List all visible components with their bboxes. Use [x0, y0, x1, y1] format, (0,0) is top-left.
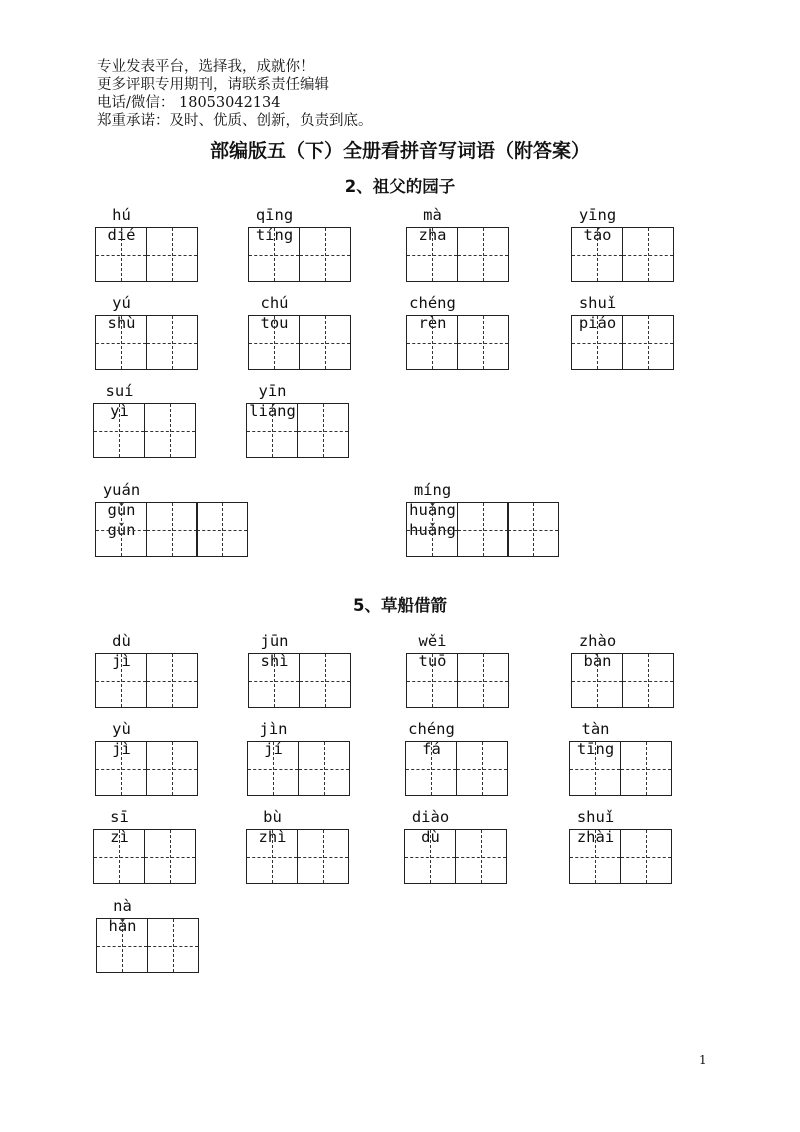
character-box[interactable] — [405, 741, 457, 796]
character-box[interactable] — [406, 227, 458, 282]
character-box[interactable] — [95, 315, 147, 370]
character-box[interactable] — [406, 653, 458, 708]
writing-boxes — [406, 315, 509, 370]
header-note-line: 更多评职专用期刊，请联系责任编辑 — [97, 77, 329, 93]
pinyin-syllable: qīng — [255, 206, 294, 224]
writing-boxes — [571, 315, 674, 370]
pinyin-syllable: yuán — [102, 481, 141, 499]
pinyin-syllable: nà — [113, 897, 132, 915]
pinyin-syllable: sī — [110, 808, 129, 826]
character-box[interactable] — [569, 829, 621, 884]
pinyin-syllable: dié — [107, 226, 136, 244]
pinyin-row — [571, 293, 624, 332]
pinyin-syllable: hú — [112, 206, 131, 224]
section-title: 2、祖父的园子 — [344, 177, 456, 196]
writing-boxes — [406, 502, 559, 557]
character-box[interactable] — [95, 227, 147, 282]
header-notes — [97, 58, 373, 130]
pinyin-syllable: shù — [107, 314, 136, 332]
character-box[interactable] — [144, 829, 196, 884]
section-title: 5、草船借箭 — [353, 596, 447, 615]
pinyin-row — [95, 205, 148, 244]
character-box[interactable] — [297, 403, 349, 458]
pinyin-syllable: wěi — [418, 632, 447, 650]
page-title: 部编版五（下）全册看拼音写词语（附答案） — [209, 140, 590, 162]
pinyin-row — [95, 719, 148, 758]
character-box[interactable] — [144, 403, 196, 458]
writing-boxes — [406, 227, 509, 282]
writing-boxes — [93, 829, 196, 884]
writing-boxes — [247, 741, 350, 796]
character-box[interactable] — [246, 403, 298, 458]
pinyin-syllable: dù — [421, 828, 440, 846]
pinyin-row — [248, 293, 301, 332]
pinyin-syllable: dù — [112, 632, 131, 650]
character-box[interactable] — [622, 315, 674, 370]
character-box[interactable] — [404, 829, 456, 884]
writing-boxes — [93, 403, 196, 458]
character-box[interactable] — [248, 653, 300, 708]
writing-boxes — [406, 653, 509, 708]
character-box[interactable] — [620, 829, 672, 884]
pinyin-syllable: shuǐ — [576, 808, 615, 826]
pinyin-row — [95, 631, 148, 670]
character-box[interactable] — [146, 315, 198, 370]
character-box[interactable] — [248, 227, 300, 282]
pinyin-row — [406, 631, 459, 670]
pinyin-syllable: rèn — [418, 314, 447, 332]
pinyin-syllable: zha — [418, 226, 447, 244]
writing-boxes — [248, 653, 351, 708]
character-box[interactable] — [196, 502, 248, 557]
character-box[interactable] — [93, 403, 145, 458]
pinyin-syllable: zhài — [576, 828, 615, 846]
pinyin-syllable: jìn — [259, 720, 288, 738]
pinyin-syllable: bù — [263, 808, 282, 826]
writing-boxes — [96, 918, 199, 973]
writing-boxes — [95, 227, 198, 282]
character-box[interactable] — [571, 653, 623, 708]
writing-boxes — [571, 653, 674, 708]
pinyin-syllable: zì — [110, 828, 129, 846]
character-box[interactable] — [146, 653, 198, 708]
character-box[interactable] — [146, 502, 198, 557]
pinyin-syllable: jí — [264, 740, 283, 758]
character-box[interactable] — [95, 741, 147, 796]
character-box[interactable] — [507, 502, 559, 557]
writing-boxes — [95, 502, 248, 557]
pinyin-syllable: hǎn — [108, 917, 137, 935]
pinyin-syllable: bàn — [583, 652, 612, 670]
pinyin-syllable: tuō — [418, 652, 447, 670]
character-box[interactable] — [147, 918, 199, 973]
writing-boxes — [95, 653, 198, 708]
pinyin-syllable: yù — [112, 720, 131, 738]
character-box[interactable] — [95, 502, 147, 557]
character-box[interactable] — [96, 918, 148, 973]
pinyin-syllable: piáo — [578, 314, 617, 332]
pinyin-syllable: zhào — [578, 632, 617, 650]
pinyin-syllable: chú — [260, 294, 289, 312]
character-box[interactable] — [299, 653, 351, 708]
writing-boxes — [571, 227, 674, 282]
pinyin-row — [248, 631, 301, 670]
pinyin-row — [93, 807, 146, 846]
pinyin-row — [406, 480, 459, 539]
pinyin-syllable: huǎng — [409, 501, 456, 519]
page-number: 1 — [699, 1053, 707, 1067]
character-box[interactable] — [571, 315, 623, 370]
character-box[interactable] — [620, 741, 672, 796]
pinyin-row — [406, 293, 459, 332]
character-box[interactable] — [457, 315, 509, 370]
pinyin-row — [247, 719, 300, 758]
writing-boxes — [569, 741, 672, 796]
character-box[interactable] — [569, 741, 621, 796]
character-box[interactable] — [95, 653, 147, 708]
pinyin-row — [96, 896, 149, 935]
pinyin-row — [405, 719, 458, 758]
writing-boxes — [405, 741, 508, 796]
header-note-line: 专业发表平台，选择我，成就你！ — [97, 59, 315, 75]
character-box[interactable] — [297, 829, 349, 884]
pinyin-syllable: jì — [112, 740, 131, 758]
pinyin-syllable: chéng — [409, 294, 456, 312]
character-box[interactable] — [93, 829, 145, 884]
writing-boxes — [248, 227, 351, 282]
pinyin-syllable: jì — [112, 652, 131, 670]
pinyin-row — [569, 719, 622, 758]
character-box[interactable] — [298, 741, 350, 796]
pinyin-syllable: shuǐ — [578, 294, 617, 312]
pinyin-syllable: tīng — [576, 740, 615, 758]
pinyin-syllable: jūn — [260, 632, 289, 650]
character-box[interactable] — [406, 315, 458, 370]
character-box[interactable] — [299, 227, 351, 282]
pinyin-syllable: tàn — [581, 720, 610, 738]
character-box[interactable] — [455, 829, 507, 884]
character-box[interactable] — [457, 227, 509, 282]
pinyin-row — [569, 807, 622, 846]
character-box[interactable] — [146, 227, 198, 282]
pinyin-syllable: liáng — [249, 402, 296, 420]
character-box[interactable] — [457, 502, 509, 557]
header-note-line: 郑重承诺：及时、优质、创新，负责到底。 — [97, 113, 373, 129]
pinyin-syllable: gǔn — [107, 501, 136, 519]
header-note-line: 电话/微信： 18053042134 — [97, 95, 281, 111]
character-box[interactable] — [622, 227, 674, 282]
writing-boxes — [246, 829, 349, 884]
writing-boxes — [95, 315, 198, 370]
pinyin-syllable: chéng — [408, 720, 455, 738]
pinyin-row — [246, 807, 299, 846]
pinyin-syllable: yīn — [258, 382, 287, 400]
writing-boxes — [246, 403, 349, 458]
pinyin-syllable: gǔn — [107, 521, 136, 539]
writing-boxes — [248, 315, 351, 370]
pinyin-syllable: diào — [411, 808, 450, 826]
character-box[interactable] — [457, 653, 509, 708]
character-box[interactable] — [622, 653, 674, 708]
pinyin-syllable: fá — [422, 740, 441, 758]
pinyin-syllable: míng — [413, 481, 452, 499]
pinyin-syllable: tou — [260, 314, 289, 332]
pinyin-row — [571, 631, 624, 670]
pinyin-row — [93, 381, 146, 420]
pinyin-syllable: táo — [583, 226, 612, 244]
pinyin-row — [571, 205, 624, 244]
pinyin-syllable: zhì — [258, 828, 287, 846]
character-box[interactable] — [571, 227, 623, 282]
pinyin-syllable: yì — [110, 402, 129, 420]
pinyin-syllable: tíng — [255, 226, 294, 244]
pinyin-syllable: yú — [112, 294, 131, 312]
pinyin-syllable: huǎng — [409, 521, 456, 539]
pinyin-syllable: yīng — [578, 206, 617, 224]
pinyin-row — [95, 480, 148, 539]
pinyin-row — [406, 205, 459, 244]
pinyin-row — [95, 293, 148, 332]
pinyin-row — [246, 381, 299, 420]
pinyin-row — [248, 205, 301, 244]
writing-boxes — [95, 741, 198, 796]
character-box[interactable] — [406, 502, 458, 557]
writing-boxes — [569, 829, 672, 884]
character-box[interactable] — [246, 829, 298, 884]
character-box[interactable] — [299, 315, 351, 370]
character-box[interactable] — [456, 741, 508, 796]
character-box[interactable] — [248, 315, 300, 370]
pinyin-syllable: shì — [260, 652, 289, 670]
writing-boxes — [404, 829, 507, 884]
pinyin-row — [404, 807, 457, 846]
character-box[interactable] — [146, 741, 198, 796]
character-box[interactable] — [247, 741, 299, 796]
pinyin-syllable: suí — [105, 382, 134, 400]
pinyin-syllable: mà — [423, 206, 442, 224]
